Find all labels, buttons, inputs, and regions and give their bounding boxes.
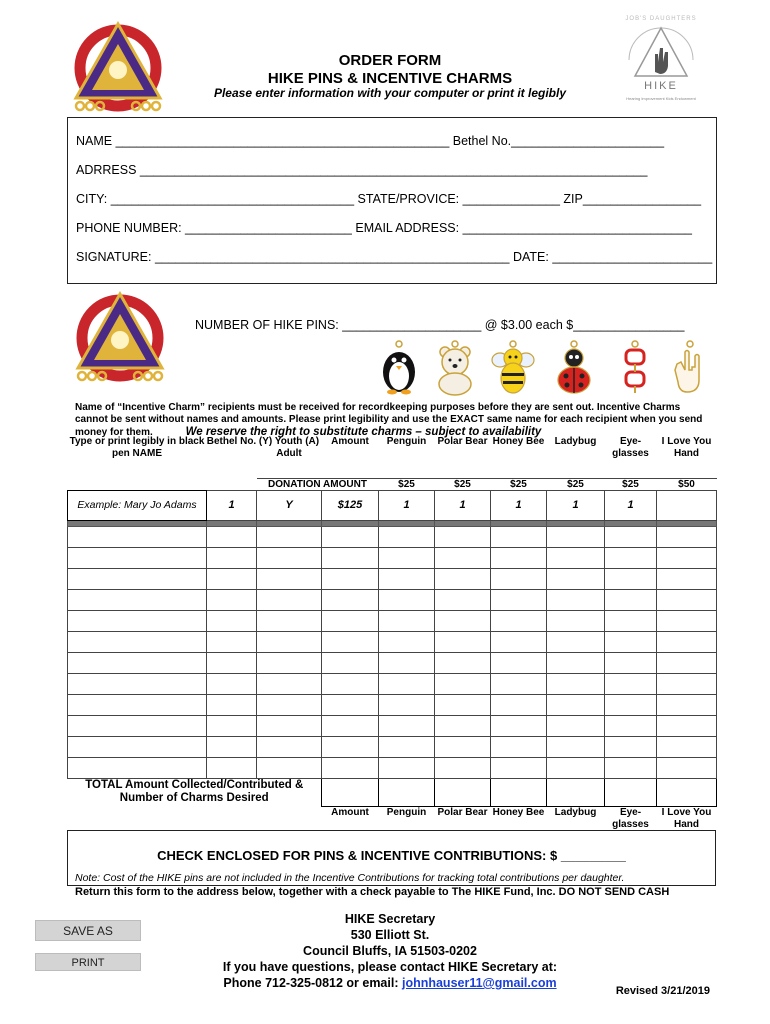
entry-honey-bee-cell[interactable] [491,694,547,715]
entry-eyeglasses-cell[interactable] [605,757,657,778]
entry-eyeglasses-cell[interactable] [605,589,657,610]
entry-i-love-you-hand-cell[interactable] [657,610,717,631]
incentive-charm-notice [75,402,715,439]
entry-i-love-you-hand-cell[interactable] [657,694,717,715]
entry-ladybug-cell[interactable] [547,757,605,778]
entry-bethel-cell[interactable] [207,610,257,631]
entry-name-cell[interactable] [68,610,207,631]
entry-honey-bee-cell[interactable] [491,715,547,736]
entry-name-cell[interactable] [68,547,207,568]
entry-i-love-you-hand-cell[interactable] [657,673,717,694]
entry-amount-cell[interactable] [322,715,379,736]
entry-amount-cell[interactable] [322,547,379,568]
entry-row [68,757,717,778]
entry-penguin-cell[interactable] [379,673,435,694]
contact-prompt: If you have questions, please contact HIKE Secretary at: [222,960,558,974]
entry-amount-cell[interactable] [322,631,379,652]
entry-amount-cell[interactable] [322,673,379,694]
address-recipient: HIKE Secretary [344,912,436,926]
col-header-honey-bee: Honey Bee [492,436,545,447]
entry-bethel-cell[interactable] [207,631,257,652]
entry-bethel-cell[interactable] [207,652,257,673]
entry-ladybug-cell[interactable] [547,652,605,673]
entry-ladybug-cell[interactable] [547,526,605,547]
entry-polar-bear-cell[interactable] [435,757,491,778]
city-state-zip-field[interactable]: CITY: ___________________________________ STATE/PROVICE: ______________ ZIP_________________ [76,192,702,206]
price-penguin: $25 [379,478,435,490]
address-street: 530 Elliott St. [350,928,430,942]
entry-penguin-cell[interactable] [379,547,435,568]
footer-i-love-you-hand: I Love You Hand [661,806,712,830]
entry-i-love-you-hand-cell[interactable] [657,715,717,736]
entry-polar-bear-cell[interactable] [435,526,491,547]
i-love-you-hand-charm-icon [667,340,713,396]
entry-ladybug-cell[interactable] [547,547,605,568]
entry-eyeglasses-cell[interactable] [605,694,657,715]
form-instruction: Please enter information with your computer or print it legibly [213,86,567,100]
entry-penguin-cell[interactable] [379,757,435,778]
entry-row [68,694,717,715]
print-button[interactable]: PRINT [35,953,141,971]
entry-honey-bee-cell[interactable] [491,757,547,778]
charm-order-table [67,436,717,834]
entry-row [68,715,717,736]
entry-bethel-cell[interactable] [207,694,257,715]
entry-amount-cell[interactable] [322,757,379,778]
entry-penguin-cell[interactable] [379,652,435,673]
entry-youth-adult-cell[interactable] [257,631,322,652]
entry-amount-cell[interactable] [322,589,379,610]
address-field[interactable]: ADRRESS _________________________________________________________________________ [76,163,648,177]
entry-polar-bear-cell[interactable] [435,631,491,652]
ladybug-charm-icon [551,340,597,396]
total-polar-bear-input[interactable] [435,778,491,806]
footer-ladybug: Ladybug [554,806,597,818]
entry-i-love-you-hand-cell[interactable] [657,631,717,652]
example-penguin: 1 [379,490,435,520]
total-honey-bee-input[interactable] [491,778,547,806]
col-header-eyeglasses: Eye-glasses [612,436,649,459]
price-honey-bee: $25 [491,478,547,490]
entry-row [68,631,717,652]
entry-name-cell[interactable] [68,736,207,757]
entry-name-cell[interactable] [68,694,207,715]
entry-bethel-cell[interactable] [207,526,257,547]
entry-polar-bear-cell[interactable] [435,694,491,715]
entry-amount-cell[interactable] [322,568,379,589]
entry-row [68,526,717,547]
entry-penguin-cell[interactable] [379,694,435,715]
example-youth-adult: Y [257,490,322,520]
example-polar-bear: 1 [435,490,491,520]
entry-bethel-cell[interactable] [207,547,257,568]
price-polar-bear: $25 [435,478,491,490]
footer-amount: Amount [331,806,369,818]
entry-honey-bee-cell[interactable] [491,631,547,652]
entry-honey-bee-cell[interactable] [491,547,547,568]
entry-youth-adult-cell[interactable] [257,652,322,673]
footer-eyeglasses: Eye-glasses [612,806,649,830]
example-ladybug: 1 [547,490,605,520]
col-header-i-love-you-hand: I Love You Hand [661,436,712,459]
col-header-ladybug: Ladybug [554,436,597,447]
entry-ladybug-cell[interactable] [547,568,605,589]
entry-honey-bee-cell[interactable] [491,652,547,673]
example-bethel: 1 [207,490,257,520]
entry-i-love-you-hand-cell[interactable] [657,589,717,610]
entry-penguin-cell[interactable] [379,526,435,547]
col-header-amount: Amount [331,436,369,447]
entry-name-cell[interactable] [68,673,207,694]
entry-name-cell[interactable] [68,715,207,736]
total-eyeglasses-input[interactable] [605,778,657,806]
entry-eyeglasses-cell[interactable] [605,547,657,568]
entry-youth-adult-cell[interactable] [257,736,322,757]
col-header-youth-adult: (Y) Youth (A) Adult [258,436,320,459]
entry-i-love-you-hand-cell[interactable] [657,652,717,673]
entry-name-cell[interactable] [68,631,207,652]
eyeglasses-charm-icon [612,340,658,396]
example-name: Example: Mary Jo Adams [68,490,207,520]
example-honey-bee: 1 [491,490,547,520]
entry-i-love-you-hand-cell[interactable] [657,526,717,547]
entry-name-cell[interactable] [68,652,207,673]
entry-row [68,736,717,757]
entry-row [68,673,717,694]
entry-eyeglasses-cell[interactable] [605,568,657,589]
entry-penguin-cell[interactable] [379,610,435,631]
entry-eyeglasses-cell[interactable] [605,715,657,736]
substitute-notice: We reserve the right to substitute charms – subject to availability [185,426,542,438]
entry-youth-adult-cell[interactable] [257,673,322,694]
entry-bethel-cell[interactable] [207,673,257,694]
hike-logo [617,14,705,110]
entry-ladybug-cell[interactable] [547,694,605,715]
entry-polar-bear-cell[interactable] [435,652,491,673]
entry-eyeglasses-cell[interactable] [605,736,657,757]
example-row [68,490,717,520]
check-enclosed-field[interactable]: CHECK ENCLOSED FOR PINS & INCENTIVE CONTRIBUTIONS: $ _________ [157,848,626,863]
signature-date-field[interactable]: SIGNATURE: ___________________________________________________ DATE: _______________________ [76,250,713,264]
entry-youth-adult-cell[interactable] [257,715,322,736]
form-subject: HIKE PINS & INCENTIVE CHARMS [267,70,513,87]
entry-bethel-cell[interactable] [207,736,257,757]
entry-eyeglasses-cell[interactable] [605,652,657,673]
col-header-bethel: Bethel No. [206,436,257,447]
entry-youth-adult-cell[interactable] [257,757,322,778]
entry-amount-cell[interactable] [322,526,379,547]
entry-polar-bear-cell[interactable] [435,715,491,736]
entry-youth-adult-cell[interactable] [257,547,322,568]
entry-name-cell[interactable] [68,589,207,610]
contact-line [190,975,590,991]
hike-logo-word: HIKE [644,80,678,92]
entry-penguin-cell[interactable] [379,715,435,736]
entry-polar-bear-cell[interactable] [435,610,491,631]
entry-amount-cell[interactable] [322,694,379,715]
entry-youth-adult-cell[interactable] [257,589,322,610]
entry-rows [68,526,717,778]
entry-honey-bee-cell[interactable] [491,568,547,589]
footer-penguin: Penguin [386,806,427,818]
donation-amount-label: DONATION AMOUNT [257,478,379,490]
col-header-penguin: Penguin [386,436,427,447]
entry-penguin-cell[interactable] [379,631,435,652]
totals-row [68,778,717,806]
entry-name-cell[interactable] [68,526,207,547]
entry-bethel-cell[interactable] [207,715,257,736]
entry-polar-bear-cell[interactable] [435,673,491,694]
entry-honey-bee-cell[interactable] [491,589,547,610]
footer-polar-bear: Polar Bear [437,806,488,818]
entry-eyeglasses-cell[interactable] [605,526,657,547]
price-eyeglasses: $25 [605,478,657,490]
honey-bee-charm-icon [490,340,536,396]
penguin-charm-icon [376,340,422,396]
example-i-love-you-hand [657,490,717,520]
spacer-cell [207,478,257,490]
contact-email-link[interactable]: johnhauser11@gmail.com [401,976,557,990]
entry-ladybug-cell[interactable] [547,736,605,757]
entry-polar-bear-cell[interactable] [435,547,491,568]
notice-text: Name of “Incentive Charm” recipients must be received for recordkeeping purposes before they are sent out. Incentive Charms cannot be sent without names and amounts. Please print legibility and use the EXACT same name for each recipient when you send money for them. [75,402,703,438]
entry-eyeglasses-cell[interactable] [605,631,657,652]
entry-honey-bee-cell[interactable] [491,673,547,694]
contact-info-box [67,117,717,284]
entry-amount-cell[interactable] [322,736,379,757]
entry-honey-bee-cell[interactable] [491,526,547,547]
entry-ladybug-cell[interactable] [547,673,605,694]
entry-youth-adult-cell[interactable] [257,694,322,715]
entry-row [68,610,717,631]
spacer-cell [68,478,207,490]
entry-bethel-cell[interactable] [207,589,257,610]
price-ladybug: $25 [547,478,605,490]
col-header-name: Type or print legibly in black pen NAME [69,436,205,459]
entry-i-love-you-hand-cell[interactable] [657,547,717,568]
total-ladybug-input[interactable] [547,778,605,806]
footer-honey-bee: Honey Bee [492,806,545,818]
entry-youth-adult-cell[interactable] [257,568,322,589]
entry-honey-bee-cell[interactable] [491,736,547,757]
hike-logo-arc-text: JOB'S DAUGHTERS [625,16,697,22]
entry-ladybug-cell[interactable] [547,610,605,631]
entry-penguin-cell[interactable] [379,736,435,757]
entry-youth-adult-cell[interactable] [257,610,322,631]
entry-penguin-cell[interactable] [379,568,435,589]
entry-i-love-you-hand-cell[interactable] [657,757,717,778]
phone-email-field[interactable]: PHONE NUMBER: ________________________ EMAIL ADDRESS: _________________________________ [76,221,692,235]
polar-bear-charm-icon [432,340,478,396]
entry-eyeglasses-cell[interactable] [605,673,657,694]
return-instructions: Return this form to the address below, together with a check payable to The HIKE Fund, Inc. DO NOT SEND CASH [75,886,670,898]
entry-polar-bear-cell[interactable] [435,736,491,757]
entry-eyeglasses-cell[interactable] [605,610,657,631]
mailing-address [190,911,590,991]
entry-bethel-cell[interactable] [207,757,257,778]
total-label: TOTAL Amount Collected/Contributed & Number of Charms Desired [85,779,304,805]
entry-penguin-cell[interactable] [379,589,435,610]
address-city: Council Bluffs, IA 51503-0202 [303,944,477,958]
jobs-daughters-emblem-top [68,20,168,112]
entry-i-love-you-hand-cell[interactable] [657,568,717,589]
revision-date: Revised 3/21/2019 [615,985,710,997]
entry-polar-bear-cell[interactable] [435,589,491,610]
entry-amount-cell[interactable] [322,652,379,673]
example-eyeglasses: 1 [605,490,657,520]
price-i-love-you-hand: $50 [657,478,717,490]
pin-cost-note: Note: Cost of the HIKE pins are not included in the Incentive Contributions for tracking total contributions per daughter. [75,872,625,884]
contact-phone: Phone 712-325-0812 or email: [223,976,402,990]
name-field[interactable]: NAME ________________________________________________ Bethel No.______________________ [76,134,665,148]
total-amount-input[interactable] [322,778,379,806]
entry-honey-bee-cell[interactable] [491,610,547,631]
form-title: ORDER FORM [338,52,442,69]
total-i-love-you-hand-input[interactable] [657,778,717,806]
entry-row [68,652,717,673]
entry-polar-bear-cell[interactable] [435,568,491,589]
entry-name-cell[interactable] [68,568,207,589]
entry-i-love-you-hand-cell[interactable] [657,736,717,757]
hike-logo-tagline: Hearing Improvement Kids Endowment [626,96,696,101]
entry-ladybug-cell[interactable] [547,631,605,652]
entry-row [68,568,717,589]
entry-ladybug-cell[interactable] [547,715,605,736]
example-amount: $125 [322,490,379,520]
entry-bethel-cell[interactable] [207,568,257,589]
entry-amount-cell[interactable] [322,610,379,631]
entry-row [68,547,717,568]
entry-youth-adult-cell[interactable] [257,526,322,547]
save-as-button[interactable]: SAVE AS [35,920,141,941]
entry-name-cell[interactable] [68,757,207,778]
hike-pins-quantity-field[interactable]: NUMBER OF HIKE PINS: ____________________ @ $3.00 each $________________ [195,318,685,332]
col-header-polar-bear: Polar Bear [437,436,488,447]
jobs-daughters-emblem-middle [70,290,170,382]
total-penguin-input[interactable] [379,778,435,806]
entry-row [68,589,717,610]
entry-ladybug-cell[interactable] [547,589,605,610]
